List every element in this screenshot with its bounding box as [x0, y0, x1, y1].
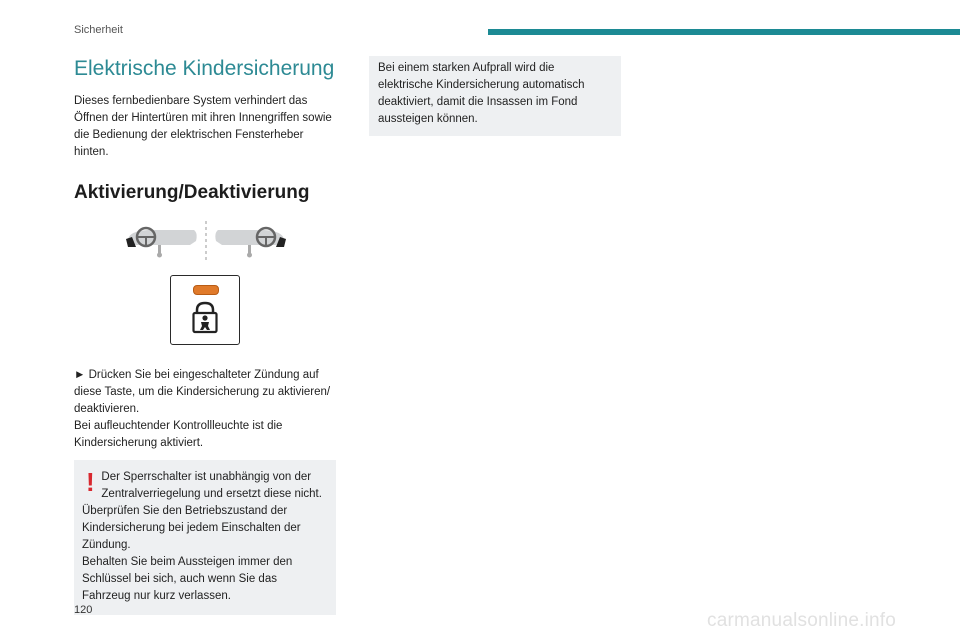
- step-instruction: ► Drücken Sie bei eingeschalteter Zündung auf diese Taste, um die Kindersicherung zu aktivieren/ deaktivieren.: [74, 369, 331, 415]
- info-text: Bei einem starken Aufprall wird die elektrische Kindersicherung automatisch deaktiviert, damit die Insassen im Fond aussteigen können.: [378, 62, 585, 125]
- instructions: [74, 367, 336, 452]
- warning-box: [74, 460, 336, 615]
- page-number: 120: [74, 604, 93, 616]
- indicator-led: [193, 285, 219, 295]
- warning-line-2: Überprüfen Sie den Betriebszustand der Kindersicherung bei jedem Einschalten der Zündung.: [82, 505, 301, 551]
- step-note: Bei aufleuchtender Kontrollleuchte ist die Kindersicherung aktiviert.: [74, 420, 283, 449]
- warning-exclamation-icon: !: [86, 467, 95, 497]
- warning-line-3: Behalten Sie beim Aussteigen immer den Schlüssel bei sich, auch wenn Sie das Fahrzeug nur kurz verlassen.: [82, 556, 293, 602]
- intro-paragraph: Dieses fernbedienbare System verhindert das Öffnen der Hintertüren mit ihren Innengriffen sowie die Bedienung der elektrischen Fensterheber hinten.: [74, 95, 332, 158]
- header-accent-bar: [488, 29, 960, 35]
- warning-line-1: Der Sperrschalter ist unabhängig von der Zentralverriegelung und ersetzt diese nicht.: [101, 471, 322, 500]
- left-column: [74, 56, 336, 615]
- watermark: carmanualsonline.info: [707, 610, 897, 631]
- page-title: Elektrische Kindersicherung: [74, 57, 335, 80]
- warning-first-row: [82, 469, 328, 503]
- section-heading: Aktivierung/Deaktivierung: [74, 182, 310, 203]
- section-name: Sicherheit: [74, 24, 123, 36]
- child-lock-icon: [191, 300, 219, 334]
- info-box: [369, 56, 621, 136]
- steering-wheel-illustration: [124, 219, 288, 265]
- child-lock-button: [170, 275, 240, 345]
- illustration: [74, 219, 336, 349]
